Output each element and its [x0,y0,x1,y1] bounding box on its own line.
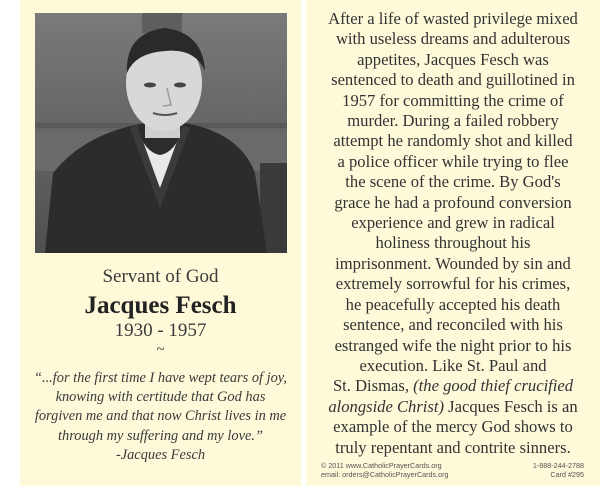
separator-tilde: ~ [156,342,165,358]
bio-line: he peacefully accepted his death [345,294,561,314]
card-number: Card #295 [550,470,584,479]
bio-line: estranged wife the night prior to his [334,335,572,355]
bio-line: sentence, and reconciled with his [343,315,563,335]
prayer-card-front [20,0,301,486]
saint-title: Servant of God [102,266,219,287]
bio-line: appetites, Jacques Fesch was [357,49,549,69]
bio-text: St. Dismas, [332,376,414,396]
bio-line: imprisonment. Wounded by sin and [335,253,571,273]
bio-line: sentenced to death and guillotined in [331,70,575,90]
quote-block [20,369,301,465]
bio-line: After a life of wasted privilege mixed [328,9,578,28]
bio-line: grace he had a profound conversion [334,192,572,212]
bio-line: truly repentant and contrite sinners. [335,437,571,457]
bio-line: example of the mercy God shows to [333,417,573,437]
bio-line [306,397,600,417]
life-years: 1930 - 1957 [114,320,207,341]
bio-italic-text: alongside Christ) [328,396,445,416]
bio-line: holiness throughout his [375,233,531,253]
prayer-card-back [306,0,600,486]
quote-line: “...for the first time I have wept tears of joy, [33,370,288,386]
quote-line: forgiven me and that now Christ lives in me [34,408,287,425]
bio-line: the scene of the crime. By God's [345,172,561,192]
bio-text: Jacques Fesch is an [444,396,578,416]
footer-card-info [533,461,584,479]
saint-name: Jacques Fesch [84,292,237,319]
bio-line: murder. During a failed robbery [347,111,559,131]
portrait-illustration [35,13,287,253]
quote-line: knowing with certitude that God has [55,389,266,406]
bio-line: experience and grew in radical [351,213,555,233]
bio-line: attempt he randomly shot and killed [333,131,573,151]
portrait-photo [35,13,287,253]
footer-email: email: orders@CatholicPrayerCards.org [321,470,449,479]
copyright-website: © 2011 www.CatholicPrayerCards.org [321,461,442,470]
bio-line: execution. Like St. Paul and [359,355,547,375]
bio-line [306,376,600,396]
biography-text [306,9,600,458]
bio-line: with useless dreams and adulterous [335,29,571,49]
quote-line: through my suffering and my love.” [58,427,263,444]
bio-line: a police officer while trying to flee [337,151,569,171]
footer-phone: 1-888-244-2788 [532,461,584,470]
bio-italic-text: (the good thief crucified [413,376,574,396]
bio-line: extremely sorrowful for his crimes, [335,274,571,294]
quote-attribution: -Jacques Fesch [115,446,206,463]
bio-line: 1957 for committing the crime of [342,90,564,110]
footer-contact [321,461,449,479]
